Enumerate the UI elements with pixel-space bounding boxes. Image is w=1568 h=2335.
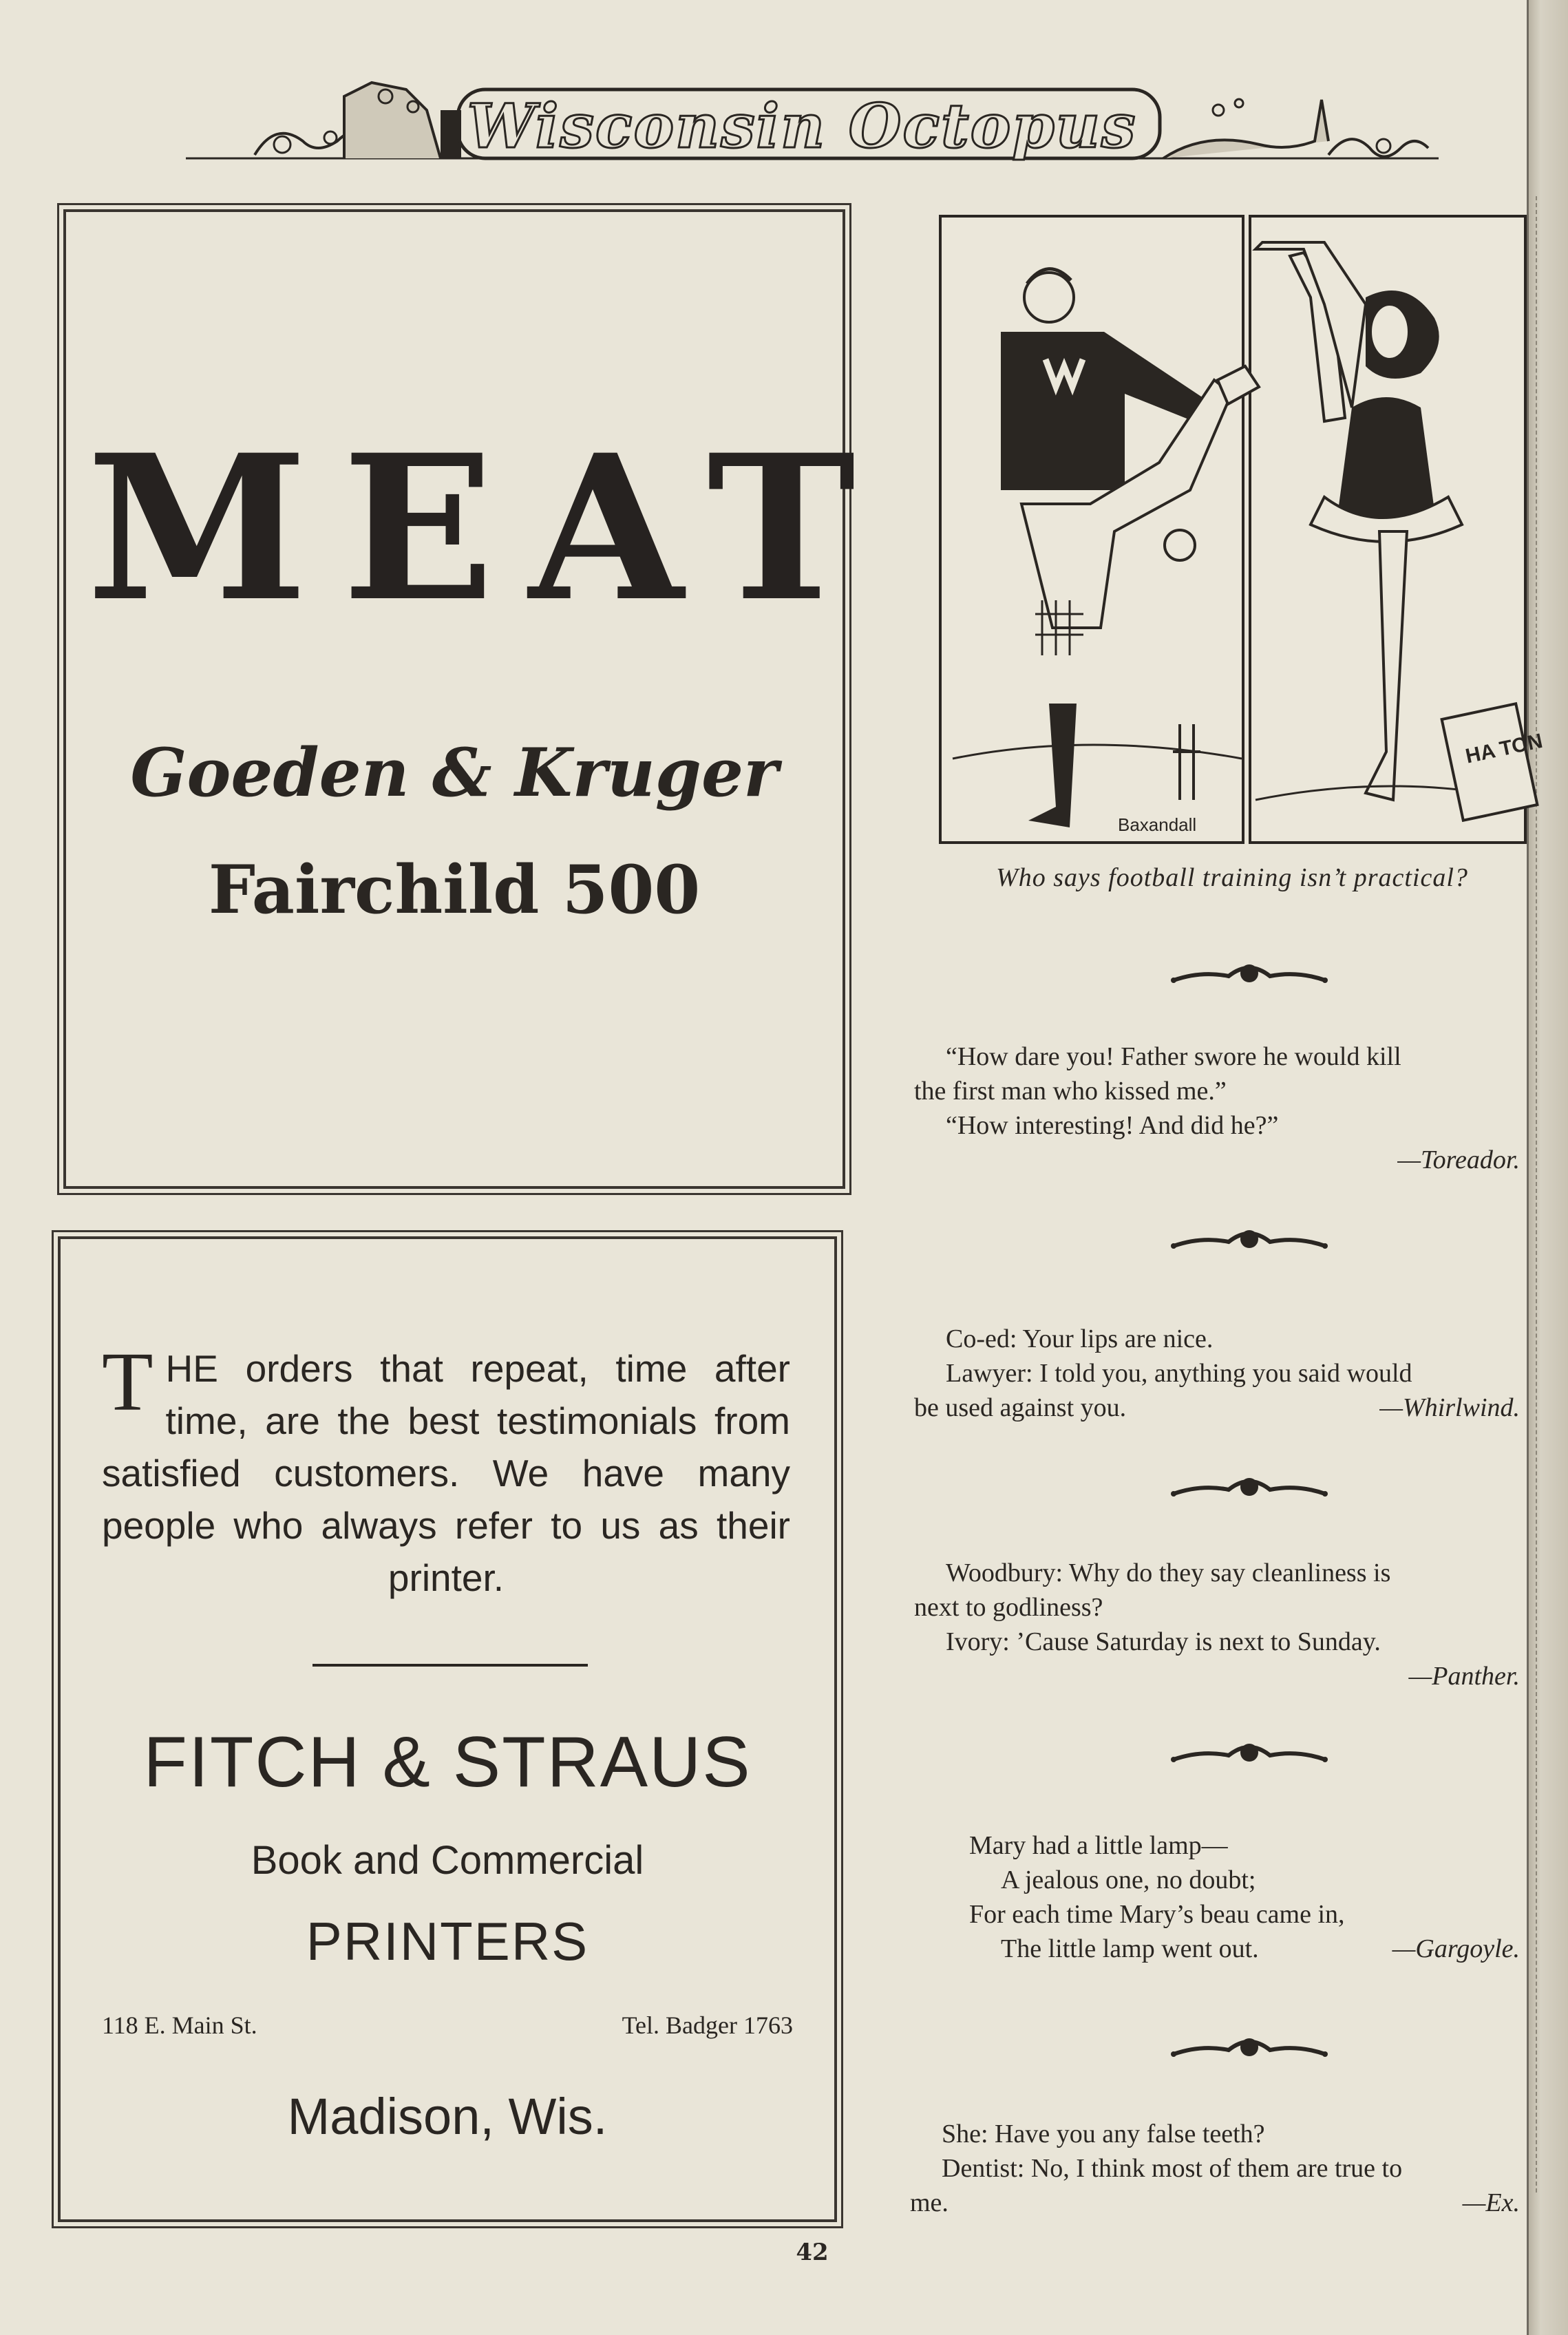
- joke-line: A jealous one, no doubt;: [1001, 1866, 1256, 1894]
- joke-ex: [910, 2117, 1520, 2220]
- joke-panther: [914, 1556, 1520, 1693]
- joke-toreador: [914, 1039, 1520, 1177]
- joke-line: the first man who kissed me.”: [914, 1077, 1227, 1106]
- printer-name: FITCH & STRAUS: [143, 1722, 752, 1802]
- joke-source: —Ex.: [1462, 2188, 1520, 2217]
- joke-line: Ivory: ’Cause Saturday is next to Sunday.: [946, 1627, 1381, 1656]
- joke-line: For each time Mary’s beau came in,: [969, 1900, 1345, 1929]
- joke-line: “How dare you! Father swore he would kill: [946, 1042, 1401, 1071]
- ornament-divider-5: [1170, 2032, 1328, 2067]
- joke-whirlwind: [914, 1322, 1520, 1425]
- printer-type-line2: PRINTERS: [306, 1911, 589, 1972]
- ornament-divider-3: [1170, 1472, 1328, 1506]
- divider-rule: [312, 1664, 588, 1667]
- printer-body-copy: HE orders that repeat, time after time, are the best testimonials from satisfied customers. We have many people who always refer to us as their printer.: [102, 1347, 790, 1599]
- joke-line: Woodbury: Why do they say cleanliness is: [946, 1559, 1391, 1587]
- masthead-title: Wisconsin Octopus: [467, 90, 1137, 162]
- printer-advertisement: [58, 1236, 837, 2222]
- dropcap: T: [102, 1335, 153, 1428]
- printer-type-line1: Book and Commercial: [251, 1838, 644, 1883]
- cartoon-sign-text: HA TON: [1463, 729, 1545, 768]
- printer-phone: Tel. Badger 1763: [622, 2011, 793, 2039]
- joke-source: —Toreador.: [1397, 1145, 1520, 1174]
- page-number: 42: [796, 2239, 829, 2266]
- joke-line: The little lamp went out.: [1001, 1934, 1259, 1963]
- masthead: [186, 69, 1439, 179]
- joke-line: me.: [910, 2188, 949, 2217]
- cartoon-signature: Baxandall: [1118, 814, 1197, 835]
- meat-advertisement: [63, 209, 890, 1189]
- cartoon-caption: Who says football training isn’t practical?: [996, 863, 1468, 892]
- joke-source: —Whirlwind.: [1379, 1393, 1520, 1422]
- joke-line: Lawyer: I told you, anything you said would: [946, 1359, 1412, 1388]
- joke-line: be used against you.: [914, 1393, 1127, 1422]
- cartoon-illustration: [939, 215, 1545, 848]
- joke-source: —Panther.: [1408, 1662, 1520, 1691]
- meat-headline: MEAT: [87, 412, 890, 646]
- joke-line: Dentist: No, I think most of them are true to: [942, 2154, 1403, 2183]
- joke-gargoyle: [914, 1828, 1520, 1966]
- joke-source: —Gargoyle.: [1392, 1934, 1520, 1963]
- joke-line: Co-ed: Your lips are nice.: [946, 1324, 1214, 1353]
- joke-line: “How interesting! And did he?”: [946, 1111, 1279, 1140]
- meat-company-name: Goeden & Kruger: [130, 734, 778, 812]
- ornament-divider-1: [1170, 958, 1328, 993]
- printer-body-text: [102, 1335, 790, 1604]
- binding-stitch: [1536, 196, 1558, 2193]
- printer-city: Madison, Wis.: [287, 2088, 608, 2145]
- page-binding-edge: [1527, 0, 1568, 2335]
- ornament-divider-2: [1170, 1224, 1328, 1258]
- joke-line: Mary had a little lamp—: [969, 1831, 1228, 1860]
- joke-line: She: Have you any false teeth?: [942, 2120, 1265, 2148]
- meat-phone: Fairchild 500: [208, 851, 701, 929]
- ornament-divider-4: [1170, 1737, 1328, 1772]
- joke-line: next to godliness?: [914, 1593, 1103, 1622]
- printer-address: 118 E. Main St.: [102, 2011, 257, 2039]
